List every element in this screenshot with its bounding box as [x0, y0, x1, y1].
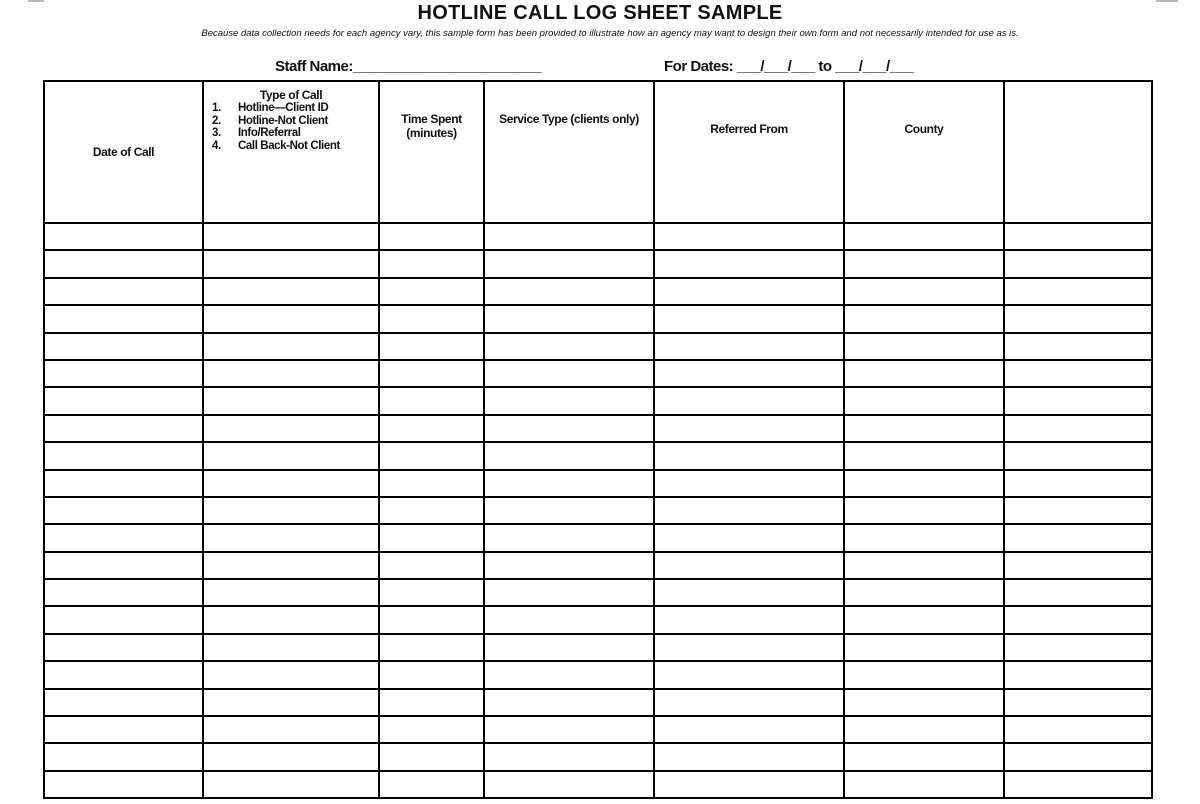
table-row — [44, 278, 1152, 305]
type-of-call-cell[interactable] — [203, 470, 379, 497]
table-row — [44, 250, 1152, 277]
extra-cell[interactable] — [1004, 606, 1152, 633]
county-cell[interactable] — [844, 278, 1004, 305]
service-type-cell[interactable] — [484, 278, 654, 305]
referred-from-cell[interactable] — [654, 552, 844, 579]
date-of-call-cell[interactable] — [44, 305, 203, 332]
date-of-call-cell[interactable] — [44, 634, 203, 661]
county-cell[interactable] — [844, 661, 1004, 688]
county-cell[interactable] — [844, 689, 1004, 716]
table-row — [44, 387, 1152, 414]
type-of-call-title: Type of Call — [259, 88, 323, 102]
date-of-call-cell[interactable] — [44, 250, 203, 277]
call-log-table — [43, 80, 1153, 799]
county-cell[interactable] — [844, 333, 1004, 360]
referred-from-cell[interactable] — [654, 223, 844, 250]
type-of-call-cell[interactable] — [203, 579, 379, 606]
type-of-call-cell[interactable] — [203, 333, 379, 360]
type-option: 1. Hotline—Client ID — [212, 102, 329, 114]
type-of-call-cell[interactable] — [203, 250, 379, 277]
time-spent-cell[interactable] — [379, 497, 484, 524]
referred-from-cell[interactable] — [654, 497, 844, 524]
time-spent-cell[interactable] — [379, 305, 484, 332]
service-type-cell[interactable] — [484, 743, 654, 770]
date-of-call-cell[interactable] — [44, 223, 203, 250]
type-of-call-options — [204, 102, 378, 152]
county-cell[interactable] — [844, 360, 1004, 387]
referred-from-cell[interactable] — [654, 442, 844, 469]
service-type-cell[interactable] — [484, 634, 654, 661]
time-spent-cell[interactable] — [379, 333, 484, 360]
date-of-call-cell[interactable] — [44, 771, 203, 798]
referred-from-cell[interactable] — [654, 689, 844, 716]
county-cell[interactable] — [844, 743, 1004, 770]
header-date-of-call: Date of Call — [44, 81, 203, 223]
date-of-call-cell[interactable] — [44, 470, 203, 497]
table-row — [44, 552, 1152, 579]
referred-from-cell[interactable] — [654, 278, 844, 305]
county-cell[interactable] — [844, 552, 1004, 579]
time-spent-cell[interactable] — [379, 661, 484, 688]
type-of-call-cell[interactable] — [203, 552, 379, 579]
time-spent-cell[interactable] — [379, 552, 484, 579]
type-of-call-cell[interactable] — [203, 305, 379, 332]
referred-from-cell[interactable] — [654, 470, 844, 497]
table-row — [44, 689, 1152, 716]
table-row — [44, 716, 1152, 743]
table-row — [44, 415, 1152, 442]
extra-cell[interactable] — [1004, 661, 1152, 688]
extra-cell[interactable] — [1004, 716, 1152, 743]
referred-from-cell[interactable] — [654, 716, 844, 743]
referred-from-cell[interactable] — [654, 524, 844, 551]
table-row — [44, 223, 1152, 250]
extra-cell[interactable] — [1004, 333, 1152, 360]
extra-cell[interactable] — [1004, 223, 1152, 250]
time-spent-cell[interactable] — [379, 470, 484, 497]
table-row — [44, 497, 1152, 524]
time-spent-cell[interactable] — [379, 579, 484, 606]
table-row — [44, 771, 1152, 798]
header-county: County — [844, 81, 1004, 223]
header-service-type: Service Type (clients only) — [484, 81, 654, 223]
service-type-cell[interactable] — [484, 689, 654, 716]
service-type-cell[interactable] — [484, 579, 654, 606]
county-cell[interactable] — [844, 250, 1004, 277]
extra-cell[interactable] — [1004, 415, 1152, 442]
service-type-cell[interactable] — [484, 552, 654, 579]
page-title: HOTLINE CALL LOG SHEET SAMPLE — [417, 2, 783, 24]
time-spent-cell[interactable] — [379, 360, 484, 387]
type-of-call-cell[interactable] — [203, 606, 379, 633]
service-type-cell[interactable] — [484, 524, 654, 551]
service-type-cell[interactable] — [484, 360, 654, 387]
type-of-call-cell[interactable] — [203, 634, 379, 661]
type-option: 4. Call Back-Not Client — [212, 139, 340, 152]
county-cell[interactable] — [844, 497, 1004, 524]
service-type-cell[interactable] — [484, 470, 654, 497]
referred-from-cell[interactable] — [654, 606, 844, 633]
extra-cell[interactable] — [1004, 387, 1152, 414]
date-of-call-cell[interactable] — [44, 579, 203, 606]
header-referred-from: Referred From — [654, 81, 844, 223]
service-type-cell[interactable] — [484, 250, 654, 277]
table-row — [44, 661, 1152, 688]
date-of-call-cell[interactable] — [44, 606, 203, 633]
county-cell[interactable] — [844, 771, 1004, 798]
service-type-cell[interactable] — [484, 661, 654, 688]
service-type-cell[interactable] — [484, 223, 654, 250]
type-option: 3. Info/Referral — [212, 127, 301, 139]
extra-cell[interactable] — [1004, 634, 1152, 661]
date-of-call-cell[interactable] — [44, 552, 203, 579]
time-spent-cell[interactable] — [379, 524, 484, 551]
type-option: 2. Hotline-Not Client — [212, 114, 328, 127]
referred-from-cell[interactable] — [654, 661, 844, 688]
type-of-call-cell[interactable] — [203, 689, 379, 716]
extra-cell[interactable] — [1004, 524, 1152, 551]
header-blank — [1004, 81, 1152, 223]
header-time-spent: Time Spent (minutes) — [379, 81, 484, 223]
service-type-cell[interactable] — [484, 305, 654, 332]
date-of-call-cell[interactable] — [44, 497, 203, 524]
type-of-call-cell[interactable] — [203, 771, 379, 798]
referred-from-cell[interactable] — [654, 250, 844, 277]
time-spent-cell[interactable] — [379, 743, 484, 770]
service-type-cell[interactable] — [484, 442, 654, 469]
service-type-cell[interactable] — [484, 387, 654, 414]
county-cell[interactable] — [844, 387, 1004, 414]
referred-from-cell[interactable] — [654, 743, 844, 770]
header-row — [44, 81, 1152, 223]
date-of-call-cell[interactable] — [44, 524, 203, 551]
table-row — [44, 606, 1152, 633]
county-cell[interactable] — [844, 305, 1004, 332]
table-row — [44, 305, 1152, 332]
type-of-call-cell[interactable] — [203, 415, 379, 442]
referred-from-cell[interactable] — [654, 333, 844, 360]
referred-from-cell[interactable] — [654, 579, 844, 606]
time-spent-cell[interactable] — [379, 415, 484, 442]
header-type-of-call — [203, 81, 379, 223]
log-body — [44, 223, 1152, 798]
county-cell[interactable] — [844, 716, 1004, 743]
referred-from-cell[interactable] — [654, 360, 844, 387]
date-of-call-cell[interactable] — [44, 387, 203, 414]
county-cell[interactable] — [844, 634, 1004, 661]
referred-from-cell[interactable] — [654, 415, 844, 442]
for-dates-field[interactable]: For Dates: ___/___/___ to ___/___/___ — [664, 58, 914, 75]
type-of-call-cell[interactable] — [203, 442, 379, 469]
service-type-cell[interactable] — [484, 333, 654, 360]
table-row — [44, 470, 1152, 497]
time-spent-cell[interactable] — [379, 223, 484, 250]
table-row — [44, 743, 1152, 770]
date-of-call-cell[interactable] — [44, 415, 203, 442]
county-cell[interactable] — [844, 524, 1004, 551]
type-of-call-cell[interactable] — [203, 278, 379, 305]
time-spent-cell[interactable] — [379, 442, 484, 469]
table-row — [44, 579, 1152, 606]
service-type-cell[interactable] — [484, 415, 654, 442]
county-cell[interactable] — [844, 442, 1004, 469]
extra-cell[interactable] — [1004, 497, 1152, 524]
time-spent-cell[interactable] — [379, 606, 484, 633]
county-cell[interactable] — [844, 606, 1004, 633]
service-type-cell[interactable] — [484, 606, 654, 633]
extra-cell[interactable] — [1004, 771, 1152, 798]
extra-cell[interactable] — [1004, 305, 1152, 332]
referred-from-cell[interactable] — [654, 387, 844, 414]
extra-cell[interactable] — [1004, 470, 1152, 497]
time-spent-cell[interactable] — [379, 387, 484, 414]
time-spent-cell[interactable] — [379, 278, 484, 305]
type-of-call-cell[interactable] — [203, 223, 379, 250]
extra-cell[interactable] — [1004, 689, 1152, 716]
extra-cell[interactable] — [1004, 442, 1152, 469]
service-type-cell[interactable] — [484, 497, 654, 524]
table-row — [44, 634, 1152, 661]
extra-cell[interactable] — [1004, 250, 1152, 277]
time-spent-cell[interactable] — [379, 771, 484, 798]
table-row — [44, 524, 1152, 551]
extra-cell[interactable] — [1004, 743, 1152, 770]
county-cell[interactable] — [844, 579, 1004, 606]
time-spent-cell[interactable] — [379, 250, 484, 277]
extra-cell[interactable] — [1004, 552, 1152, 579]
table-row — [44, 442, 1152, 469]
table-row — [44, 360, 1152, 387]
type-of-call-cell[interactable] — [203, 661, 379, 688]
date-of-call-cell[interactable] — [44, 716, 203, 743]
date-of-call-cell[interactable] — [44, 689, 203, 716]
time-spent-cell[interactable] — [379, 689, 484, 716]
county-cell[interactable] — [844, 415, 1004, 442]
referred-from-cell[interactable] — [654, 634, 844, 661]
type-of-call-cell[interactable] — [203, 743, 379, 770]
extra-cell[interactable] — [1004, 360, 1152, 387]
instruction-note: Because data collection needs for each agency vary, this sample form has been provided to illustrate how an agency may want to design their own form and not necessarily intended for use as is. — [201, 28, 1019, 39]
referred-from-cell[interactable] — [654, 305, 844, 332]
table-row — [44, 333, 1152, 360]
type-of-call-cell[interactable] — [203, 360, 379, 387]
time-spent-cell[interactable] — [379, 634, 484, 661]
date-of-call-cell[interactable] — [44, 333, 203, 360]
county-cell[interactable] — [844, 223, 1004, 250]
service-type-cell[interactable] — [484, 771, 654, 798]
date-of-call-cell[interactable] — [44, 360, 203, 387]
staff-name-field[interactable]: Staff Name:________________________ — [275, 58, 542, 75]
time-spent-cell[interactable] — [379, 716, 484, 743]
date-of-call-cell[interactable] — [44, 661, 203, 688]
extra-cell[interactable] — [1004, 278, 1152, 305]
date-of-call-cell[interactable] — [44, 743, 203, 770]
type-of-call-cell[interactable] — [203, 524, 379, 551]
type-of-call-cell[interactable] — [203, 387, 379, 414]
extra-cell[interactable] — [1004, 579, 1152, 606]
date-of-call-cell[interactable] — [44, 278, 203, 305]
service-type-cell[interactable] — [484, 716, 654, 743]
date-of-call-cell[interactable] — [44, 442, 203, 469]
referred-from-cell[interactable] — [654, 771, 844, 798]
type-of-call-cell[interactable] — [203, 716, 379, 743]
type-of-call-cell[interactable] — [203, 497, 379, 524]
county-cell[interactable] — [844, 470, 1004, 497]
